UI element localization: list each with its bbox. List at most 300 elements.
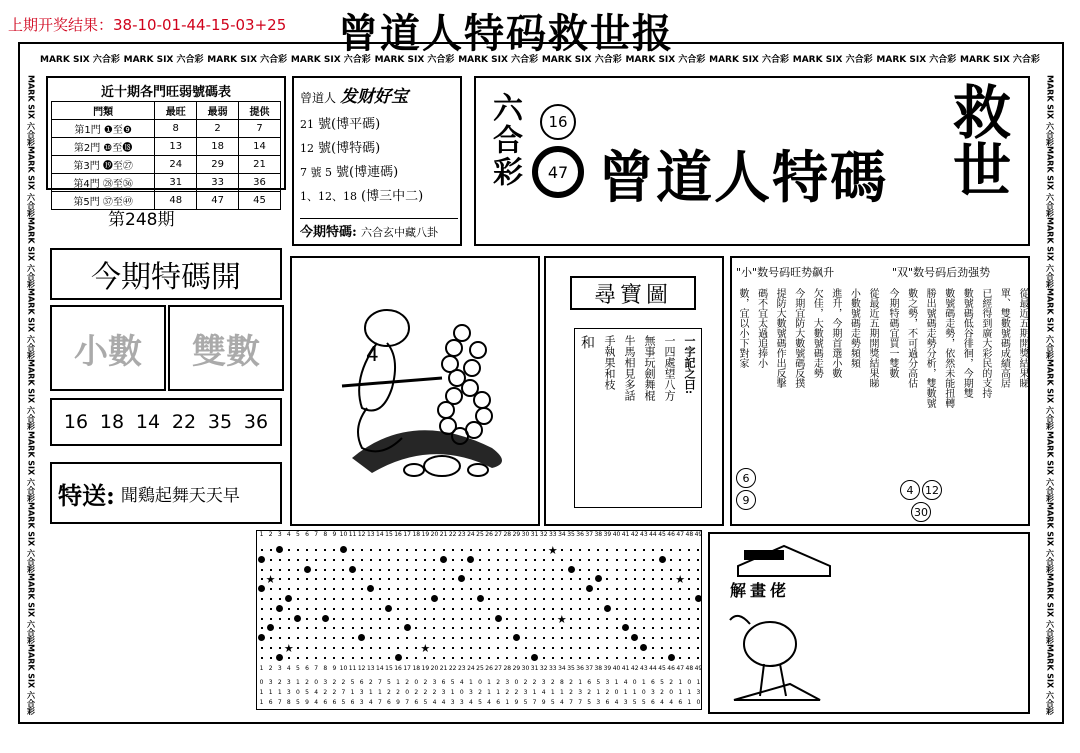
chart-dot-mark (285, 595, 292, 602)
chart-pip (552, 627, 554, 629)
chart-bottom-digit: 0 (459, 689, 464, 696)
chart-bottom-digit: 2 (432, 689, 437, 696)
chart-pip (261, 647, 263, 649)
chart-column-number: 43 (640, 665, 648, 672)
chart-bottom-digit: 3 (523, 689, 528, 696)
chart-bottom-digit: 0 (296, 689, 300, 696)
chart-pip (452, 569, 454, 571)
chart-pip (497, 627, 499, 629)
chart-pip (697, 627, 699, 629)
chart-bottom-digit: 2 (341, 679, 346, 686)
chart-pip (352, 637, 354, 639)
chart-bottom-digit: 1 (450, 689, 455, 696)
chart-bottom-digit: 2 (305, 679, 309, 686)
chart-pip (479, 578, 481, 580)
chart-pip (361, 578, 363, 580)
chart-column-number: 26 (485, 531, 493, 538)
chart-bottom-digit: 2 (550, 679, 555, 686)
chart-bottom-digit: 6 (587, 679, 592, 686)
table-cell: 29 (197, 156, 239, 174)
chart-dot-mark (349, 566, 356, 573)
chart-pip (443, 657, 445, 659)
chart-column-number: 41 (621, 665, 630, 672)
chart-pip (534, 559, 536, 561)
chart-pip (461, 637, 463, 639)
chart-pip (625, 559, 627, 561)
chart-bottom-digit: 5 (387, 679, 391, 686)
chart-pip (515, 549, 517, 551)
chart-pip (688, 569, 690, 571)
chart-column-number: 34 (558, 665, 566, 672)
table-cell: 31 (155, 174, 197, 192)
chart-bottom-digit: 6 (359, 679, 364, 686)
table-cell: 48 (155, 192, 197, 210)
chart-pip (361, 569, 363, 571)
chart-pip (352, 559, 354, 561)
chart-pip (342, 598, 344, 600)
chart-pip (670, 618, 672, 620)
chart-pip (543, 578, 545, 580)
chart-column-number: 13 (366, 665, 375, 672)
chart-pip (679, 598, 681, 600)
chart-bottom-digit: 3 (286, 689, 291, 696)
chart-bottom-digit: 1 (259, 699, 264, 706)
chart-pip (361, 647, 363, 649)
chart-dot-mark (358, 634, 365, 641)
chart-pip (479, 627, 481, 629)
scroll-paper (574, 328, 702, 508)
chart-bottom-digit: 7 (341, 689, 346, 696)
double-circled-numbers (896, 480, 946, 522)
chart-column-number: 46 (667, 665, 675, 672)
chart-dot-mark (458, 575, 465, 582)
chart-pip (288, 588, 290, 590)
chart-bottom-digit: 3 (468, 689, 473, 696)
chart-pip (606, 598, 608, 600)
chart-pip (616, 598, 618, 600)
chart-pip (561, 578, 563, 580)
chart-pip (261, 657, 263, 659)
chart-column-number: 45 (658, 665, 666, 672)
chart-bottom-digit: 2 (396, 689, 400, 696)
treasure-line (300, 185, 454, 209)
chart-dot-mark (258, 585, 265, 592)
chart-pip (333, 569, 335, 571)
table-cell: 第5門 ㊲至㊾ (52, 192, 155, 210)
chart-pip (488, 559, 490, 561)
circled-number: 12 (922, 480, 942, 500)
chart-pip (415, 657, 417, 659)
chart-pip (397, 569, 399, 571)
chart-column-number: 31 (530, 665, 539, 672)
table-header-cell: 最弱 (197, 102, 239, 120)
chart-pip (525, 569, 527, 571)
chart-pip (634, 569, 636, 571)
chart-pip (616, 569, 618, 571)
chart-pip (379, 637, 381, 639)
chart-pip (634, 618, 636, 620)
chart-pip (488, 588, 490, 590)
small-trend-title: "小"数号码旺势飙升 (736, 266, 835, 279)
chart-bottom-digit: 5 (478, 699, 482, 706)
chart-bottom-digit: 5 (596, 679, 601, 686)
chart-pip (606, 549, 608, 551)
chart-pip (279, 578, 281, 580)
chart-pip (306, 647, 308, 649)
chart-pip (652, 559, 654, 561)
chart-column-number: 22 (448, 531, 457, 538)
chart-pip (479, 549, 481, 551)
chart-pip (515, 618, 517, 620)
chart-pip (643, 637, 645, 639)
chart-bottom-digit: 6 (651, 699, 655, 706)
chart-pip (534, 578, 536, 580)
chart-pip (652, 608, 654, 610)
chart-pip (606, 618, 608, 620)
chart-column-number: 16 (394, 531, 402, 538)
chart-bottom-digit: 4 (623, 679, 628, 686)
table-cell: 36 (239, 174, 281, 192)
chart-pip (661, 569, 663, 571)
chart-bottom-digit: 4 (314, 689, 319, 696)
chart-column-number: 49 (694, 531, 703, 538)
chart-bottom-digit: 4 (669, 699, 674, 706)
double-trend-column: 勝出號碼走勢分析，雙數號 (924, 288, 936, 408)
chart-dot-mark (322, 615, 329, 622)
chart-pip (661, 549, 663, 551)
chart-pip (670, 569, 672, 571)
chart-bottom-digit: 5 (341, 699, 346, 706)
chart-pip (588, 608, 590, 610)
chart-pip (561, 647, 563, 649)
chart-pip (288, 559, 290, 561)
chart-bottom-digit: 2 (569, 679, 573, 686)
chart-column-number: 5 (296, 531, 300, 538)
chart-pip (370, 559, 372, 561)
chart-pip (661, 647, 663, 649)
chart-pip (625, 578, 627, 580)
chart-bottom-digit: 6 (350, 699, 355, 706)
parity-value: 雙數 (192, 331, 260, 372)
chart-bottom-digit: 2 (423, 679, 428, 686)
chart-column-number: 36 (576, 665, 584, 672)
small-circled-numbers (736, 468, 756, 510)
chart-bottom-digit: 1 (632, 689, 637, 696)
chart-pip (361, 627, 363, 629)
chart-pip (670, 637, 672, 639)
chart-pip (279, 598, 281, 600)
chart-pip (443, 618, 445, 620)
chart-pip (670, 647, 672, 649)
chart-pip (406, 657, 408, 659)
chart-pip (697, 559, 699, 561)
chart-pip (579, 637, 581, 639)
chart-pip (461, 618, 463, 620)
chart-bottom-digit: 1 (277, 689, 282, 696)
chart-pip (424, 578, 426, 580)
chart-pip (379, 627, 381, 629)
chart-pip (352, 657, 354, 659)
chart-pip (634, 627, 636, 629)
chart-pip (634, 578, 636, 580)
chart-pip (470, 598, 472, 600)
chart-pip (261, 598, 263, 600)
chart-dot-mark (586, 585, 593, 592)
chart-pip (534, 569, 536, 571)
chart-pip (261, 549, 263, 551)
chart-column-number: 38 (594, 531, 603, 538)
chart-pip (661, 637, 663, 639)
chart-dot-mark (294, 615, 301, 622)
chart-pip (379, 588, 381, 590)
chart-pip (342, 588, 344, 590)
riddle-title: 一字記之曰: (683, 335, 696, 395)
side-brand-logo: MARK SIX 六合彩 (26, 643, 36, 715)
table-header-cell: 門類 (52, 102, 155, 120)
chart-column-number: 37 (585, 531, 594, 538)
brand-logo: MARK SIX 六合彩 (40, 55, 120, 65)
chart-column-number: 33 (548, 531, 557, 538)
chart-pip (470, 588, 472, 590)
chart-pip (688, 608, 690, 610)
chart-pip (625, 549, 627, 551)
chart-bottom-digit: 2 (405, 679, 410, 686)
table-cell: 8 (155, 120, 197, 138)
riddle-char: 和 (579, 335, 595, 349)
chart-pip (415, 598, 417, 600)
chart-pip (388, 637, 390, 639)
chart-pip (643, 549, 645, 551)
chart-pip (597, 569, 599, 571)
chart-bottom-digit: 3 (359, 689, 364, 696)
table-row (52, 156, 281, 174)
chart-pip (616, 588, 618, 590)
chart-pip (479, 637, 481, 639)
chart-pip (379, 647, 381, 649)
chart-column-number: 15 (385, 531, 393, 538)
side-brand-logo: MARK SIX 六合彩 (1045, 643, 1055, 715)
chart-pip (388, 549, 390, 551)
chart-pip (415, 608, 417, 610)
chart-pip (579, 559, 581, 561)
side-brand-logo: MARK SIX 六合彩 (1045, 217, 1055, 289)
chart-pip (515, 588, 517, 590)
banner (474, 76, 1030, 246)
bird-figure-illustration (292, 258, 538, 524)
banner-save: 救世 (943, 82, 1011, 198)
chart-pip (597, 598, 599, 600)
hot-cold-table (51, 101, 281, 210)
chart-pip (488, 618, 490, 620)
chart-pip (406, 578, 408, 580)
chart-bottom-digit: 3 (286, 679, 291, 686)
chart-column-number: 4 (286, 531, 291, 538)
chart-column-number: 34 (558, 531, 566, 538)
treasure-line-text: 號(博連碼) (336, 165, 399, 180)
chart-pip (342, 578, 344, 580)
chart-pip (342, 627, 344, 629)
chart-pip (443, 549, 445, 551)
side-brand-logo: MARK SIX 六合彩 (26, 146, 36, 218)
chart-pip (488, 578, 490, 580)
chart-column-number: 21 (439, 665, 448, 672)
brand-strip (40, 52, 1040, 68)
chart-bottom-rows (257, 679, 703, 709)
chart-bottom-digit: 2 (523, 679, 528, 686)
chart-pip (461, 598, 463, 600)
chart-pip (288, 569, 290, 571)
chart-bottom-digit: 2 (332, 679, 337, 686)
chart-pip (588, 549, 590, 551)
chart-pip (506, 559, 508, 561)
chart-pip (543, 569, 545, 571)
chart-column-number: 17 (403, 665, 411, 672)
chart-column-number: 33 (548, 665, 557, 672)
chart-pip (497, 647, 499, 649)
chart-pip (688, 549, 690, 551)
chart-pip (561, 598, 563, 600)
brand-logo: MARK SIX 六合彩 (374, 55, 455, 65)
chart-bottom-digit: 5 (587, 699, 592, 706)
chart-pip (625, 637, 627, 639)
chart-pip (470, 608, 472, 610)
chart-pip (643, 627, 645, 629)
chart-pip (652, 657, 654, 659)
chart-pip (697, 647, 699, 649)
chart-pip (634, 559, 636, 561)
chart-pip (606, 569, 608, 571)
chart-pip (552, 559, 554, 561)
chart-column-number: 17 (403, 531, 411, 538)
chart-pip (506, 647, 508, 649)
chart-pip (315, 637, 317, 639)
chart-pip (597, 618, 599, 620)
brand-logo: MARK SIX 六合彩 (960, 55, 1040, 65)
chart-column-number: 20 (430, 531, 439, 538)
chart-pip (652, 588, 654, 590)
chart-column-number: 32 (539, 665, 548, 672)
chart-bottom-digit: 2 (605, 689, 610, 696)
chart-pip (461, 627, 463, 629)
small-trend-column: 小數號碼走勢頻頻 (848, 288, 860, 368)
chart-pip (606, 559, 608, 561)
chart-pip (543, 637, 545, 639)
chart-pip (433, 657, 435, 659)
chart-bottom-digit: 2 (569, 689, 573, 696)
chart-column-number: 28 (503, 531, 512, 538)
chart-pip (333, 627, 335, 629)
chart-dot-mark (404, 624, 411, 631)
chart-bottom-digit: 2 (414, 689, 419, 696)
chart-bottom-digit: 1 (596, 689, 601, 696)
chart-pip (352, 549, 354, 551)
chart-column-number: 3 (277, 665, 282, 672)
chart-bottom-digit: 4 (487, 699, 491, 706)
chart-bottom-digit: 0 (669, 689, 674, 696)
chart-pip (479, 647, 481, 649)
chart-pip (397, 637, 399, 639)
chart-bottom-digit: 4 (614, 699, 619, 706)
chart-dot-mark (304, 566, 311, 573)
chart-pip (570, 618, 572, 620)
chart-column-number: 25 (476, 531, 484, 538)
last-result (8, 14, 286, 35)
chart-bottom-digit: 4 (314, 699, 319, 706)
chart-pip (406, 569, 408, 571)
chart-bottom-digit: 1 (377, 689, 382, 696)
chart-pip (379, 618, 381, 620)
chart-pip (525, 618, 527, 620)
side-brand-logo: MARK SIX 六合彩 (1045, 146, 1055, 218)
chart-pip (670, 627, 672, 629)
chart-bottom-digit: 1 (578, 679, 583, 686)
chart-bottom-digit: 1 (296, 679, 300, 686)
chart-column-number: 2 (268, 531, 273, 538)
chart-pip (652, 618, 654, 620)
chart-pip (324, 578, 326, 580)
chart-pip (324, 637, 326, 639)
chart-pip (470, 549, 472, 551)
chart-pip (306, 618, 308, 620)
chart-column-number: 16 (394, 665, 402, 672)
chart-dot-mark (595, 575, 602, 582)
chart-pip (370, 627, 372, 629)
chart-pip (333, 588, 335, 590)
chart-column-number: 19 (421, 531, 430, 538)
chart-pip (552, 618, 554, 620)
chart-bottom-digit: 3 (541, 679, 546, 686)
chart-pip (333, 637, 335, 639)
chart-pip (388, 598, 390, 600)
chart-pip (333, 618, 335, 620)
chart-pip (534, 647, 536, 649)
chart-column-number: 42 (630, 665, 639, 672)
chart-bottom-digit: 5 (550, 699, 555, 706)
side-brand-logo: MARK SIX 六合彩 (26, 217, 36, 289)
riddle-lines (577, 335, 697, 485)
chart-bottom-digit: 0 (259, 679, 264, 686)
chart-pip (461, 588, 463, 590)
chart-pip (333, 598, 335, 600)
chart-dot-mark (695, 595, 702, 602)
chart-pip (388, 588, 390, 590)
chart-bottom-digit: 4 (368, 699, 373, 706)
side-brand-logo: MARK SIX 六合彩 (26, 75, 36, 147)
chart-pip (579, 578, 581, 580)
chart-pip (552, 578, 554, 580)
chart-pip (597, 588, 599, 590)
chart-pip (606, 588, 608, 590)
chart-pip (552, 608, 554, 610)
chart-pip (397, 627, 399, 629)
chart-pip (479, 588, 481, 590)
chart-pip (634, 608, 636, 610)
chart-dot-mark (431, 595, 438, 602)
chart-pip (270, 588, 272, 590)
chart-bottom-digit: 3 (323, 679, 328, 686)
chart-bottom-digit: 4 (432, 699, 437, 706)
chart-pip (497, 598, 499, 600)
chart-column-number: 38 (594, 665, 603, 672)
chart-pip (525, 598, 527, 600)
chart-pip (379, 578, 381, 580)
chart-pip (479, 569, 481, 571)
chart-pip (370, 618, 372, 620)
chart-column-number: 12 (357, 531, 366, 538)
chart-pip (488, 598, 490, 600)
chart-pip (306, 578, 308, 580)
chart-pip (497, 588, 499, 590)
